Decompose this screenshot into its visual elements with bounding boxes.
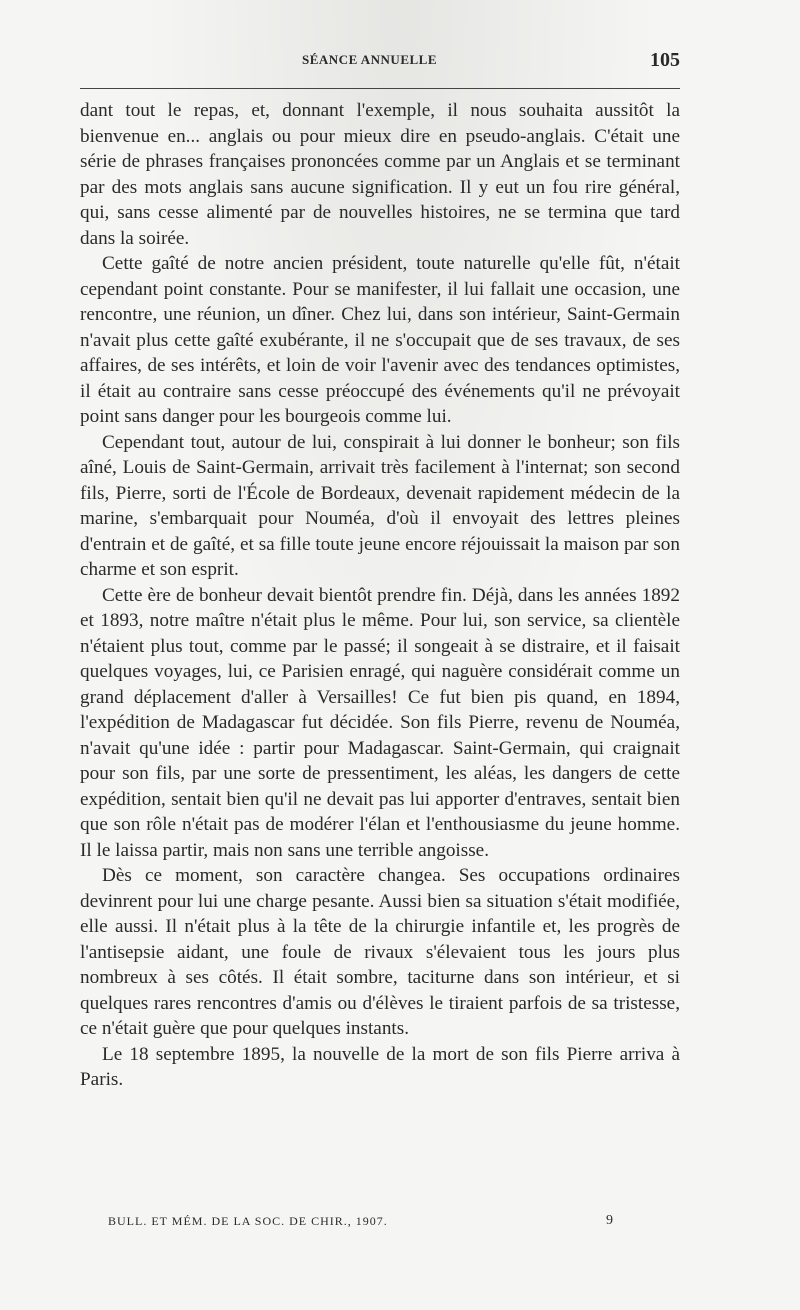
page-number: 105	[650, 49, 680, 71]
running-title: SÉANCE ANNUELLE	[302, 52, 438, 67]
paragraph-3: Cependant tout, autour de lui, conspirait à lui donner le bonheur; son fils aîné, Louis de Saint-Germain, arrivait très facilement à l'internat; son second fils, Pierre, sorti de l'École de Bordeaux, devenait rapidement médecin de la marine, s'embarquait pour Nouméa, d'où il envoyait des lettres pleines d'entrain et de gaîté, et sa fille toute jeune encore réjouissait la maison par son charme et son esprit.	[80, 431, 680, 580]
paragraph-2: Cette gaîté de notre ancien président, toute naturelle qu'elle fût, n'était cependant point constante. Pour se manifester, il lui fallait une occasion, une rencontre, une réunion, un dîner. Chez lui, dans son intérieur, Saint-Germain n'avait plus cette gaîté exubérante, il ne s'occupait que de ses travaux, de ses affaires, de ses intérêts, et loin de voir l'avenir avec des tendances optimistes, il était au contraire sans cesse préoccupé des événements qu'il ne prévoyait point sans danger pour les bourgeois comme lui.	[80, 253, 680, 427]
paragraph-5: Dès ce moment, son caractère changea. Ses occupations ordinaires devinrent pour lui une charge pesante. Aussi bien sa situation s'était modifiée, elle aussi. Il n'était plus à la tête de la chirurgie infantile et, les progrès de l'antisepsie aidant, une foule de rivaux s'élevaient tous les jours plus nombreux à ses côtés. Il était sombre, taciturne dans son intérieur, et si quelques rares rencontres d'amis ou d'élèves le tiraient parfois de sa tristesse, ce n'était guère que pour quelques instants.	[80, 865, 680, 1039]
body-text	[80, 98, 680, 1093]
paragraph-4: Cette ère de bonheur devait bientôt prendre fin. Déjà, dans les années 1892 et 1893, notre maître n'était plus le même. Pour lui, son service, sa clientèle n'étaient plus tout, comme par le passé; il songeait à se distraire, et il faisait quelques voyages, lui, ce Parisien enragé, qui naguère considérait comme un grand déplacement d'aller à Versailles! Ce fut bien pis quand, en 1894, l'expédition de Madagascar fut décidée. Son fils Pierre, revenu de Nouméa, n'avait qu'une idée : partir pour Madagascar. Saint-Germain, qui craignait pour son fils, par une sorte de pressentiment, les aléas, les dangers de cette expédition, sentait bien qu'il ne devait pas lui apporter d'entraves, sentait bien que son rôle n'était pas de modérer l'élan et l'enthousiasme du jeune homme. Il le laissa partir, mais non sans une terrible angoisse.	[80, 584, 680, 861]
running-header	[80, 49, 680, 74]
signature-number: 9	[606, 1213, 614, 1228]
header-rule	[80, 88, 680, 89]
signature-line	[80, 1214, 680, 1234]
paragraph-1: dant tout le repas, et, donnant l'exemple, il nous souhaita aussitôt la bienvenue en... anglais ou pour mieux dire en pseudo-anglais. C'était une série de phrases françaises prononcées comme par un Anglais et se terminant par des mots anglais sans aucune signification. Il y eut un fou rire général, qui, sans cesse alimenté par de nouvelles histoires, ne se termina que tard dans la soirée.	[80, 100, 680, 249]
paragraph-6: Le 18 septembre 1895, la nouvelle de la mort de son fils Pierre arriva à Paris.	[80, 1043, 680, 1090]
bulletin-signature: BULL. ET MÉM. DE LA SOC. DE CHIR., 1907.	[108, 1214, 388, 1228]
